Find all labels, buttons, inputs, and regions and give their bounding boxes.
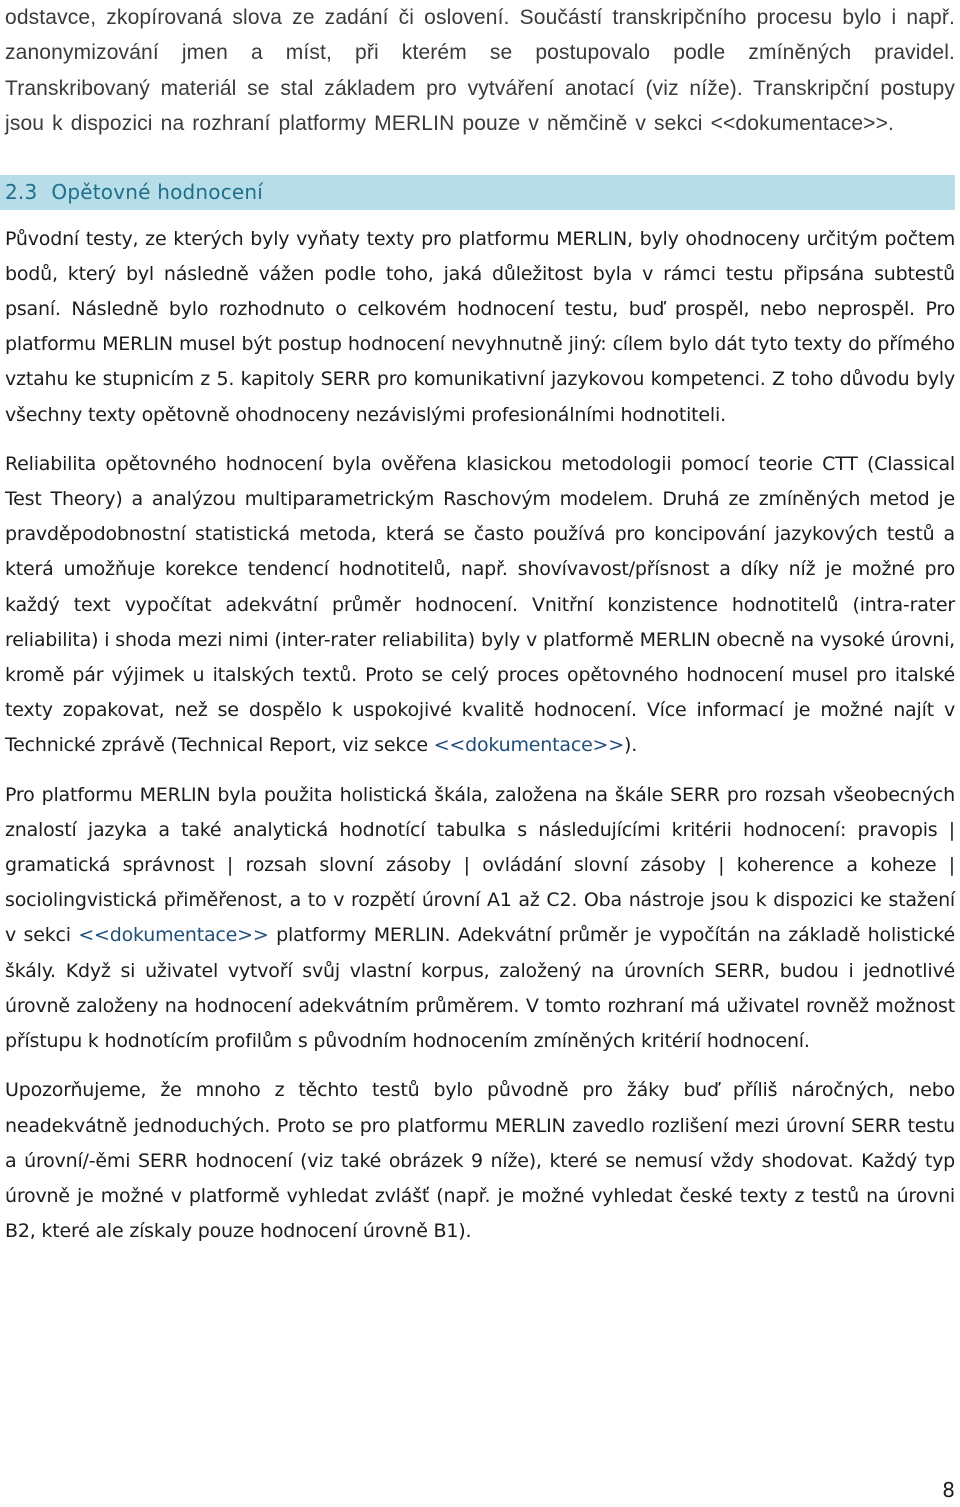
- documentation-link[interactable]: <<dokumentace>>: [433, 734, 624, 757]
- paragraph-reliability-end: ).: [624, 734, 638, 757]
- paragraph-holistic-text: Pro platformu MERLIN byla použita holistická škála, založena na škále SERR pro rozsah všeobecných znalostí jazyka a také analytická hodnotící tabulka s následujícími kritérii hodnocení: pravopis | gramatická správnost | rozsah slovní zásoby | ovládání slovní zásoby | koherence a koheze | sociolingvistická přiměřenost, a to v rozpětí úrovní A1 až C2. Oba nástroje jsou k dispozici ke stažení v sekci: [5, 783, 955, 947]
- paragraph-reliability-text: Reliabilita opětovného hodnocení byla ověřena klasickou metodologii pomocí teorie CTT (Classical Test Theory) a analýzou multiparametrickým Raschovým modelem. Druhá ze zmíněných metod je pravděpodobnostní statistická metoda, která se často používá pro koncipování jazykových testů a která umožňuje korekce tendencí hodnotitelů, např. shovívavost/přísnost a díky níž je možné pro každý text vypočítat adekvátní průměr hodnocení. Vnitřní konzistence hodnotitelů (intra-rater reliabilita) i shoda mezi nimi (inter-rater reliabilita) byly v platformě MERLIN obecně na vysoké úrovni, kromě pár výjimek u italských textů. Proto se celý proces opětovného hodnocení musel pro italské texty zopakovat, než se dospělo k uspokojivé kvalitě hodnocení. Více informací je možné najít v Technické zprávě (Technical Report, viz sekce: [5, 452, 955, 757]
- paragraph-notice: Upozorňujeme, že mnoho z těchto testů bylo původně pro žáky buď příliš náročných, nebo neadekvátně jednoduchých. Proto se pro platformu MERLIN zavedlo rozlišení mezi úrovní SERR testu a úrovní/-ěmi SERR hodnocení (viz také obrázek 9 níže), které se nemusí vždy shodovat. Každý typ úrovně je možné v platformě vyhledat zvlášť (např. je možné vyhledat české texty z testů na úrovni B2, které ale získaly pouze hodnocení úrovně B1).: [5, 1079, 955, 1243]
- document-page: [5, 0, 955, 1249]
- paragraph-holistic-scale: [5, 778, 955, 1060]
- page-number: 8: [942, 1478, 955, 1502]
- paragraph-holistic-end: platformy MERLIN. Adekvátní průměr je vypočítán na základě holistické škály. Když si uživatel vytvoří svůj vlastní korpus, založený na úrovních SERR, budou i jednotlivé úrovně založeny na hodnocení adekvátním průměrem. V tomto rozhraní má uživatel rovněž možnost přístupu k hodnotícím profilům s původním hodnocením zmíněných kritérií hodnocení.: [5, 924, 955, 1053]
- documentation-link[interactable]: <<dokumentace>>: [78, 924, 269, 947]
- intro-paragraph: odstavce, zkopírovaná slova ze zadání či oslovení. Součástí transkripčního procesu bylo i např. zanonymizování jmen a míst, při kterém se postupovalo podle zmíněných pravidel. Transkribovaný materiál se stal základem pro vytváření anotací (viz níže). Transkripční postupy jsou k dispozici na rozhraní platformy MERLIN pouze v němčině v sekci <<dokumentace>>.: [5, 6, 955, 136]
- section-number: 2.3: [5, 180, 38, 205]
- paragraph-reliability: [5, 447, 955, 764]
- paragraph-original-tests: Původní testy, ze kterých byly vyňaty texty pro platformu MERLIN, byly ohodnoceny určitým počtem bodů, který byl následně vážen podle toho, jaká důležitost byla v rámci testu připsána subtestů psaní. Následně bylo rozhodnuto o celkovém hodnocení testu, buď prospěl, nebo neprospěl. Pro platformu MERLIN musel být postup hodnocení nevyhnutně jiný: cílem bylo dát tyto texty do přímého vztahu ke stupnicím z 5. kapitoly SERR pro komunikativní jazykovou kompetenci. Z toho důvodu byly všechny texty opětovně ohodnoceny nezávislými profesionálními hodnotiteli.: [5, 227, 955, 426]
- section-title: Opětovné hodnocení: [51, 180, 264, 205]
- section-heading: [0, 175, 955, 210]
